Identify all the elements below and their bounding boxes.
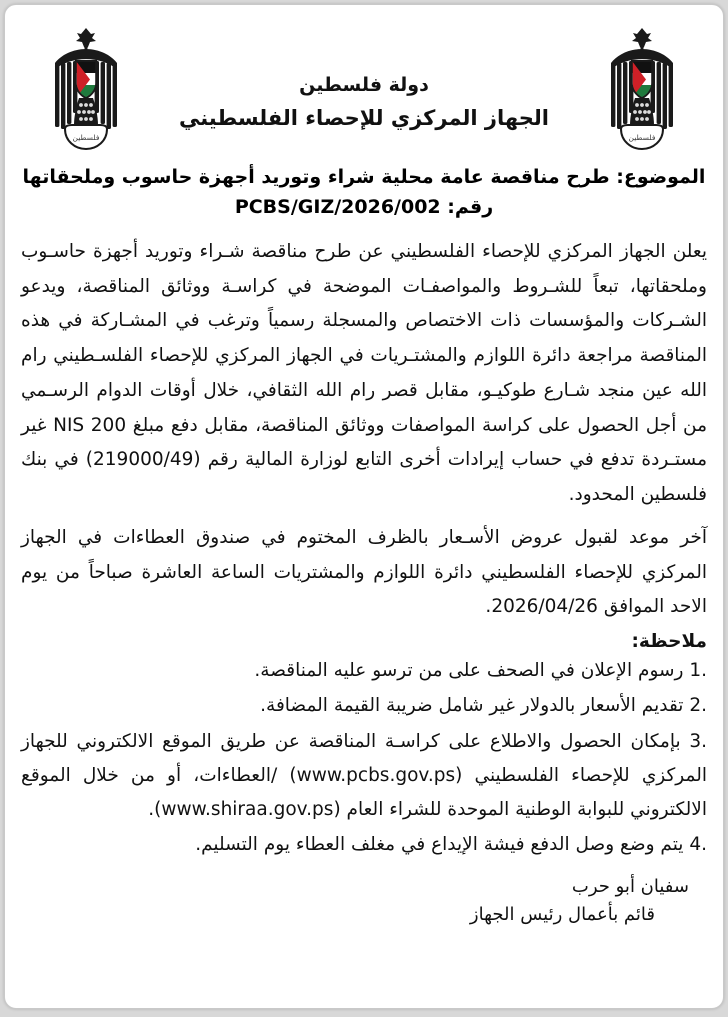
tender-number-value: PCBS/GIZ/2026/002 xyxy=(234,196,441,219)
note-number: 2. xyxy=(689,695,707,717)
note-text: رسوم الإعلان في الصحف على من ترسو عليه المناقصة. xyxy=(254,660,684,682)
document-page xyxy=(4,4,724,1009)
note-number: 4. xyxy=(689,834,707,856)
signatory-name: سفيان أبو حرب xyxy=(571,875,689,897)
state-title: دولة فلسطين xyxy=(299,74,429,96)
paragraph-announcement: يعلن الجهاز المركزي للإحصاء الفلسطيني عن طرح مناقصة شـراء وتوريد أجهزة حاسـوب وملحقاتها، تبعاً للشـروط والمواصفـات الموضحة في كراسـة ووثائق المناقصة، ويدعو الشـركات والمؤسسات ذات الاختصاص والمسجلة رسمياً وترغب في المشـاركة في هذه المناقصة مراجعة دائرة اللوازم والمشتـريات في الجهاز المركزي للإحصاء الفلسـطيني رام الله عين منجد شـارع طوكيـو، مقابل قصر رام الله الثقافي، خلال أوقات الدوام الرسـمي من أجل الحصول على كراسة المواصفات ووثائق المناقصة، مقابل دفع مبلغ NIS 200 غير مستـردة تدفع في حساب إيرادات أخرى التابع لوزارة المالية رقم (219000/49) في بنك فلسطين المحدود. xyxy=(21,240,707,506)
note-text-between: ) /العطاءات، أو من خلال الموقع الالكتروني للبوابة الوطنية الموحدة للشراء العام ( xyxy=(21,764,707,821)
list-item xyxy=(21,725,707,828)
list-item xyxy=(21,654,707,688)
note-text: تقديم الأسعار بالدولار غير شامل ضريبة القيمة المضافة. xyxy=(260,695,684,717)
svg-text:فلسطين: فلسطين xyxy=(72,133,100,142)
notes-label: ملاحظة: xyxy=(631,631,707,653)
svg-text:فلسطين: فلسطين xyxy=(628,133,656,142)
subject-block xyxy=(21,163,707,223)
header-titles xyxy=(149,19,579,135)
signatory-role: قائم بأعمال رئيس الجهاز xyxy=(469,904,655,926)
document-body xyxy=(21,235,707,625)
note-text-after: ). xyxy=(148,799,162,821)
note-number: 1. xyxy=(689,660,707,682)
organization-title: الجهاز المركزي للإحصاء الفلسطيني xyxy=(178,105,549,130)
coat-of-arms-icon-right xyxy=(599,25,685,161)
coat-of-arms-icon-left xyxy=(43,25,129,161)
note-number: 3. xyxy=(689,730,707,752)
pcbs-website-link[interactable]: www.pcbs.gov.ps xyxy=(296,764,456,786)
list-item xyxy=(21,828,707,862)
subject-line: الموضوع: طرح مناقصة عامة محلية شراء وتوريد أجهزة حاسوب وملحقاتها xyxy=(22,166,706,188)
tender-number-label: رقم: xyxy=(447,196,494,219)
note-text-before: بإمكان الحصول والاطلاع على كراسـة المناقصة عن طريق الموقع الالكتروني للجهاز المركزي للإحصاء الفلسطيني ( xyxy=(21,730,707,786)
shiraa-website-link[interactable]: www.shiraa.gov.ps xyxy=(161,799,334,821)
document-header xyxy=(21,19,707,159)
signature-block xyxy=(21,873,707,931)
tender-number-line xyxy=(21,192,707,222)
list-item xyxy=(21,689,707,723)
notes-list xyxy=(21,654,707,862)
note-text: يتم وضع وصل الدفع فيشة الإيداع في مغلف العطاء يوم التسليم. xyxy=(195,834,684,856)
paragraph-deadline: آخر موعد لقبول عروض الأسـعار بالظرف المختوم في صندوق العطاءات في الجهاز المركزي للإحصاء الفلسطيني دائرة اللوازم والمشتريات الساعة العاشرة صباحاً من يوم الاحد الموافق 2026/04/26. xyxy=(21,526,707,618)
